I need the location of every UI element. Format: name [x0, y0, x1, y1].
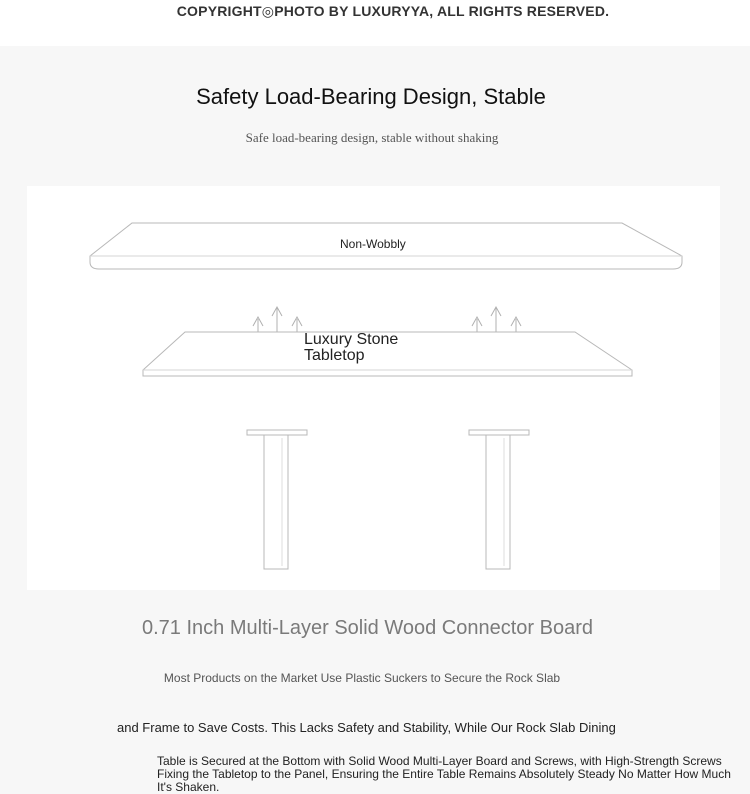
description-line-3: Table is Secured at the Bottom with Solid Wood Multi-Layer Board and Screws, with High-Strength Screws Fixing the Tabletop to the Panel, Ensuring the Entire Table Remains Absolutely Steady No Matter How Much It's Shaken.: [157, 754, 731, 794]
copyright-notice: COPYRIGHT◎PHOTO BY LUXURYYA, ALL RIGHTS RESERVED.: [176, 3, 610, 19]
table-structure-diagram: [27, 186, 720, 590]
copyright-band: [0, 0, 750, 46]
description-line-1: Most Products on the Market Use Plastic Suckers to Secure the Rock Slab: [163, 671, 561, 685]
tabletop-label-line-2: Tabletop: [304, 347, 365, 364]
connector-leg-right: [469, 430, 529, 569]
page-subheadline: Safe load-bearing design, stable without shaking: [245, 130, 499, 145]
description-line-2: and Frame to Save Costs. This Lacks Safety and Stability, While Our Rock Slab Dining: [117, 720, 616, 735]
connector-board-title: 0.71 Inch Multi-Layer Solid Wood Connector Board: [142, 617, 593, 639]
non-wobbly-label: Non-Wobbly: [340, 237, 406, 251]
tabletop-label: [304, 332, 398, 364]
page-headline: Safety Load-Bearing Design, Stable: [196, 84, 546, 109]
tabletop-label-line-1: Luxury Stone: [304, 331, 399, 348]
connector-leg-left: [247, 430, 307, 569]
